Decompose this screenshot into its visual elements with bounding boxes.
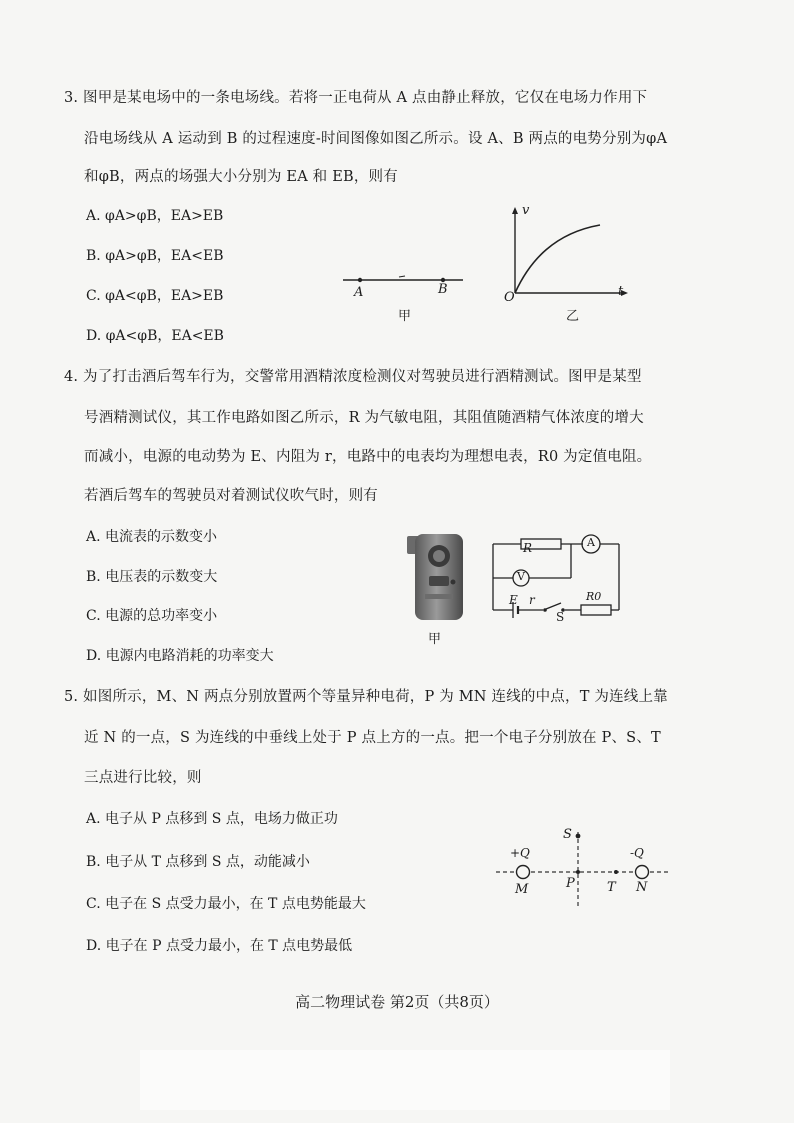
q5-n-label: N [636, 880, 648, 895]
q5-s-label: S [563, 827, 572, 842]
q3-point-a-label: A [354, 285, 364, 300]
q5-option-a: A. 电子从 P 点移到 S 点，电场力做正功 [86, 811, 338, 827]
q4-internal-r-label: r [529, 593, 535, 607]
q4-line-1: 4. 为了打击酒后驾车行为，交警常用酒精浓度检测仪对驾驶员进行酒精测试。图甲是某型 [64, 369, 642, 385]
q3-option-c: C. φA<φB，EA>EB [86, 288, 224, 304]
q4-breathalyzer-device-image [405, 532, 467, 622]
q3-line-1: 3. 图甲是某电场中的一条电场线。若将一正电荷从 A 点由静止释放，它仅在电场力作用下 [64, 90, 648, 106]
q3-point-b-label: B [438, 282, 448, 297]
q3-option-b: B. φA>φB，EA<EB [86, 248, 224, 264]
q4-switch-label: S [556, 610, 565, 624]
q5-line-2: 近 N 的一点，S 为连线的中垂线上处于 P 点上方的一点。把一个电子分别放在 P、S、T [84, 730, 661, 746]
q3-vt-graph [500, 205, 630, 300]
q4-voltmeter-label: V [517, 570, 525, 583]
q4-device-caption: 甲 [428, 632, 442, 647]
q4-emf-label: E [509, 593, 518, 607]
q5-option-c: C. 电子在 S 点受力最小，在 T 点电势能最大 [86, 896, 366, 912]
q5-option-d: D. 电子在 P 点受力最小，在 T 点电势最低 [86, 938, 353, 954]
q5-line-3: 三点进行比较，则 [84, 770, 202, 786]
q3-option-a: A. φA>φB，EA>EB [86, 208, 224, 224]
q5-p-label: P [566, 876, 575, 891]
q4-option-c: C. 电源的总功率变小 [86, 608, 218, 624]
q4-line-2: 号酒精测试仪，其工作电路如图乙所示，R 为气敏电阻，其阻值随酒精气体浓度的增大 [84, 410, 644, 426]
q4-resistor-r-label: R [523, 541, 533, 555]
q3-fig-yi-caption: 乙 [566, 309, 580, 324]
blank-area [140, 1050, 670, 1110]
page-footer: 高二物理试卷 第2页（共8页） [295, 993, 499, 1011]
q3-line-2: 沿电场线从 A 运动到 B 的过程速度-时间图像如图乙所示。设 A、B 两点的电势分别为φA [84, 131, 668, 147]
q5-option-b: B. 电子从 T 点移到 S 点，动能减小 [86, 854, 310, 870]
q4-ammeter-label: A [587, 536, 595, 549]
q3-v-axis-label: v [522, 203, 530, 218]
q3-line-3: 和φB，两点的场强大小分别为 EA 和 EB，则有 [84, 169, 398, 185]
q5-minus-q-label: -Q [630, 846, 644, 860]
q3-fig-jia-caption: 甲 [398, 309, 412, 324]
q5-t-label: T [607, 880, 616, 895]
q3-t-axis-label: t [618, 284, 624, 299]
q3-option-d: D. φA<φB，EA<EB [86, 328, 224, 344]
q4-line-4: 若酒后驾车的驾驶员对着测试仪吹气时，则有 [84, 488, 378, 504]
q3-origin-label: O [504, 290, 515, 305]
q4-r0-label: R0 [586, 590, 602, 603]
q4-option-a: A. 电流表的示数变小 [86, 529, 218, 545]
q4-option-b: B. 电压表的示数变大 [86, 569, 218, 585]
q4-option-d: D. 电源内电路消耗的功率变大 [86, 648, 274, 664]
q5-plus-q-label: +Q [510, 846, 530, 860]
q4-line-3: 而减小，电源的电动势为 E、内阻为 r，电路中的电表均为理想电表，R0 为定值电阻。 [84, 449, 652, 465]
q5-line-1: 5. 如图所示，M、N 两点分别放置两个等量异种电荷，P 为 MN 连线的中点，T 为连线上靠 [64, 689, 668, 705]
q5-m-label: M [515, 882, 529, 897]
